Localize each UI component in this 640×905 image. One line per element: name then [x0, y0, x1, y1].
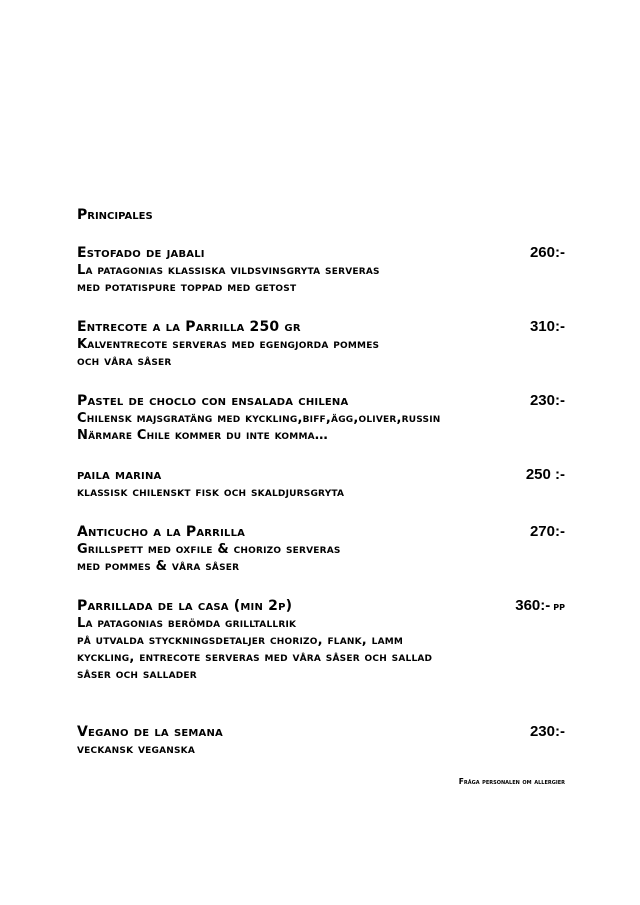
dish-description-line: Grillspett med oxfile & chorizo serveras: [77, 542, 341, 557]
dish-header: [77, 597, 565, 615]
dish-description-line: La patagonias klassiska vildsvinsgryta serveras: [77, 263, 380, 278]
dish-price: 310:-: [529, 318, 565, 335]
dish-price: 270:-: [529, 523, 565, 540]
dish-name: [77, 598, 292, 615]
dish-description-line: med pommes & våra såser: [77, 559, 240, 574]
dish-description-line: och våra såser: [77, 354, 172, 369]
dish-price: 230:-: [529, 723, 565, 740]
allergy-note: Fråga personalen om allergier: [458, 777, 565, 786]
dish-header: [77, 392, 565, 410]
dish-description-line: Chilensk majsgratäng med kyckling,biff,ägg,oliver,russin: [77, 411, 441, 426]
dish-description-line: kyckling, entrecote serveras med våra såser och sallad: [77, 650, 433, 665]
dish-price: [515, 597, 565, 615]
dish-price: 260:-: [529, 244, 565, 261]
section-title: Principales: [77, 207, 153, 223]
dish-name: Estofado de jabali: [77, 245, 205, 261]
dish-description-line: Närmare Chile kommer du inte komma…: [77, 428, 328, 443]
dish-description-line: såser och sallader: [77, 667, 197, 682]
dish-description-line: på utvalda styckningsdetaljer chorizo, flank, lamm: [77, 633, 404, 648]
dish-description-line: med potatispure toppad med getost: [77, 280, 297, 295]
dish-name-text: Parrillada de la casa: [77, 598, 229, 614]
dish-estofado: [77, 244, 565, 296]
dish-price-value: 360:-: [515, 597, 551, 614]
dish-header: [77, 244, 565, 262]
dish-description-line: La patagonias berömda grilltallrik: [77, 616, 297, 631]
dish-price: 250 :-: [525, 466, 565, 483]
dish-paila-marina: [77, 466, 565, 501]
dish-header: [77, 466, 565, 484]
spacer: [77, 705, 565, 723]
dish-header: [77, 318, 565, 336]
dish-anticucho: [77, 523, 565, 575]
dish-header: [77, 523, 565, 541]
dish-pastel-de-choclo: [77, 392, 565, 444]
dish-entrecote: [77, 318, 565, 370]
dish-price-suffix: pp: [553, 599, 565, 613]
dish-price: 230:-: [529, 392, 565, 409]
dish-name: Entrecote a la Parrilla 250 gr: [77, 319, 301, 335]
dish-parrillada: [77, 597, 565, 683]
dish-name: Anticucho a la Parrilla: [77, 524, 246, 540]
menu: [77, 206, 565, 780]
dish-name: Pastel de choclo con ensalada chilena: [77, 393, 349, 409]
dish-description-line: Kalventrecote serveras med egengjorda pommes: [77, 337, 380, 352]
dish-description-line: veckansk veganska: [77, 742, 195, 757]
dish-name-extra: (min 2p): [228, 598, 293, 614]
dish-vegano: [77, 723, 565, 758]
dish-name: paila marina: [77, 467, 162, 483]
dish-header: [77, 723, 565, 741]
dish-description-line: klassisk chilenskt fisk och skaldjursgryta: [77, 485, 345, 500]
dish-name: Vegano de la semana: [77, 724, 223, 740]
